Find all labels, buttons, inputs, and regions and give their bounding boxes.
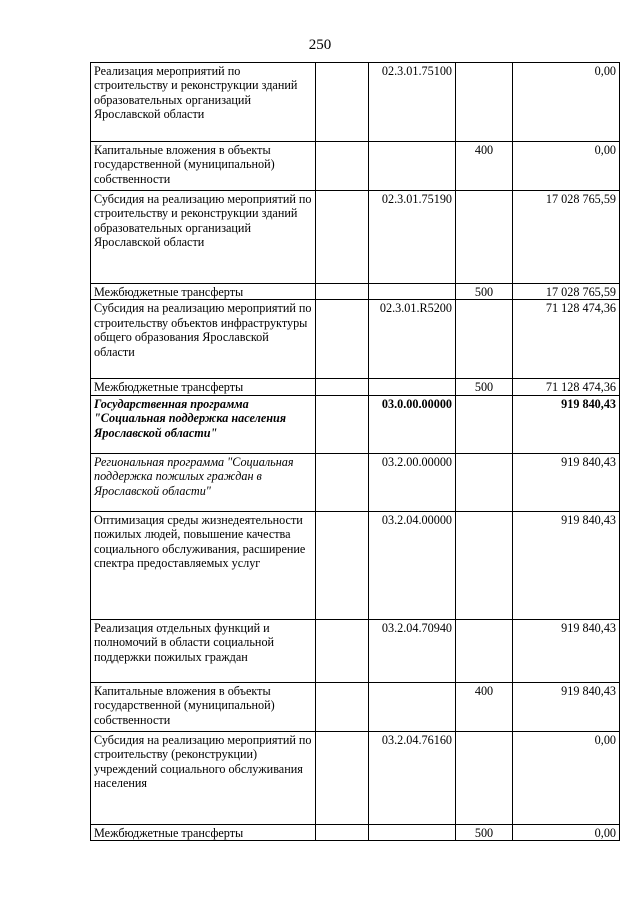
row-amount-cell: 0,00 — [513, 824, 620, 840]
row-name-cell: Региональная программа "Социальная поддержка пожилых граждан в Ярославской области" — [91, 453, 316, 511]
row-name-cell: Капитальные вложения в объекты государственной (муниципальной) собственности — [91, 682, 316, 731]
row-amount-cell: 919 840,43 — [513, 682, 620, 731]
row-expense-type-cell: 500 — [456, 284, 513, 300]
row-code-cell — [369, 142, 456, 191]
row-code-cell: 03.2.04.76160 — [369, 731, 456, 824]
row-expense-type-cell — [456, 300, 513, 379]
row-amount-cell: 17 028 765,59 — [513, 284, 620, 300]
row-expense-type-cell — [456, 191, 513, 284]
row-expense-type-cell — [456, 731, 513, 824]
row-name-cell: Реализация отдельных функций и полномочий в области социальной поддержки пожилых граждан — [91, 619, 316, 682]
row-expense-type-cell — [456, 619, 513, 682]
row-empty-cell — [316, 395, 369, 453]
row-code-cell — [369, 379, 456, 395]
row-code-cell: 02.3.01.75190 — [369, 191, 456, 284]
row-code-cell — [369, 284, 456, 300]
row-expense-type-cell: 500 — [456, 824, 513, 840]
table-row — [91, 731, 620, 824]
table-row — [91, 142, 620, 191]
page-number: 250 — [308, 37, 332, 53]
row-expense-type-cell: 400 — [456, 142, 513, 191]
row-expense-type-cell — [456, 63, 513, 142]
table-row — [91, 682, 620, 731]
row-empty-cell — [316, 300, 369, 379]
row-code-cell — [369, 682, 456, 731]
budget-table-body — [91, 63, 620, 841]
row-name-cell: Субсидия на реализацию мероприятий по строительству объектов инфраструктуры общего образования Ярославской области — [91, 300, 316, 379]
row-empty-cell — [316, 511, 369, 619]
row-empty-cell — [316, 63, 369, 142]
row-empty-cell — [316, 191, 369, 284]
row-expense-type-cell: 400 — [456, 682, 513, 731]
table-row — [91, 63, 620, 142]
row-expense-type-cell: 500 — [456, 379, 513, 395]
row-empty-cell — [316, 379, 369, 395]
table-row — [91, 191, 620, 284]
row-name-cell: Государственная программа "Социальная поддержка населения Ярославской области" — [91, 395, 316, 453]
row-name-cell: Субсидия на реализацию мероприятий по строительству и реконструкции зданий образовательных организаций Ярославской области — [91, 191, 316, 284]
table-row — [91, 453, 620, 511]
row-code-cell: 03.0.00.00000 — [369, 395, 456, 453]
table-row — [91, 379, 620, 395]
row-name-cell: Межбюджетные трансферты — [91, 284, 316, 300]
row-expense-type-cell — [456, 511, 513, 619]
row-empty-cell — [316, 682, 369, 731]
table-row — [91, 619, 620, 682]
row-amount-cell: 919 840,43 — [513, 453, 620, 511]
row-name-cell: Субсидия на реализацию мероприятий по строительству (реконструкции) учреждений социального обслуживания населения — [91, 731, 316, 824]
row-empty-cell — [316, 284, 369, 300]
row-name-cell: Межбюджетные трансферты — [91, 824, 316, 840]
row-expense-type-cell — [456, 395, 513, 453]
row-code-cell — [369, 824, 456, 840]
row-expense-type-cell — [456, 453, 513, 511]
row-empty-cell — [316, 731, 369, 824]
row-code-cell: 02.3.01.R5200 — [369, 300, 456, 379]
row-empty-cell — [316, 619, 369, 682]
row-empty-cell — [316, 824, 369, 840]
row-name-cell: Межбюджетные трансферты — [91, 379, 316, 395]
row-amount-cell: 17 028 765,59 — [513, 191, 620, 284]
row-amount-cell: 71 128 474,36 — [513, 300, 620, 379]
row-amount-cell: 919 840,43 — [513, 619, 620, 682]
table-row — [91, 824, 620, 840]
row-code-cell: 03.2.04.00000 — [369, 511, 456, 619]
row-amount-cell: 0,00 — [513, 731, 620, 824]
table-row — [91, 395, 620, 453]
row-name-cell: Реализация мероприятий по строительству и реконструкции зданий образовательных организаций Ярославской области — [91, 63, 316, 142]
row-amount-cell: 71 128 474,36 — [513, 379, 620, 395]
budget-table — [90, 62, 620, 841]
row-name-cell: Капитальные вложения в объекты государственной (муниципальной) собственности — [91, 142, 316, 191]
row-code-cell: 03.2.04.70940 — [369, 619, 456, 682]
row-empty-cell — [316, 142, 369, 191]
table-row — [91, 511, 620, 619]
row-amount-cell: 919 840,43 — [513, 395, 620, 453]
row-code-cell: 03.2.00.00000 — [369, 453, 456, 511]
row-name-cell: Оптимизация среды жизнедеятельности пожилых людей, повышение качества социального обслуживания, расширение спектра предоставляемых услуг — [91, 511, 316, 619]
row-empty-cell — [316, 453, 369, 511]
table-row — [91, 284, 620, 300]
row-code-cell: 02.3.01.75100 — [369, 63, 456, 142]
row-amount-cell: 919 840,43 — [513, 511, 620, 619]
table-row — [91, 300, 620, 379]
row-amount-cell: 0,00 — [513, 63, 620, 142]
row-amount-cell: 0,00 — [513, 142, 620, 191]
